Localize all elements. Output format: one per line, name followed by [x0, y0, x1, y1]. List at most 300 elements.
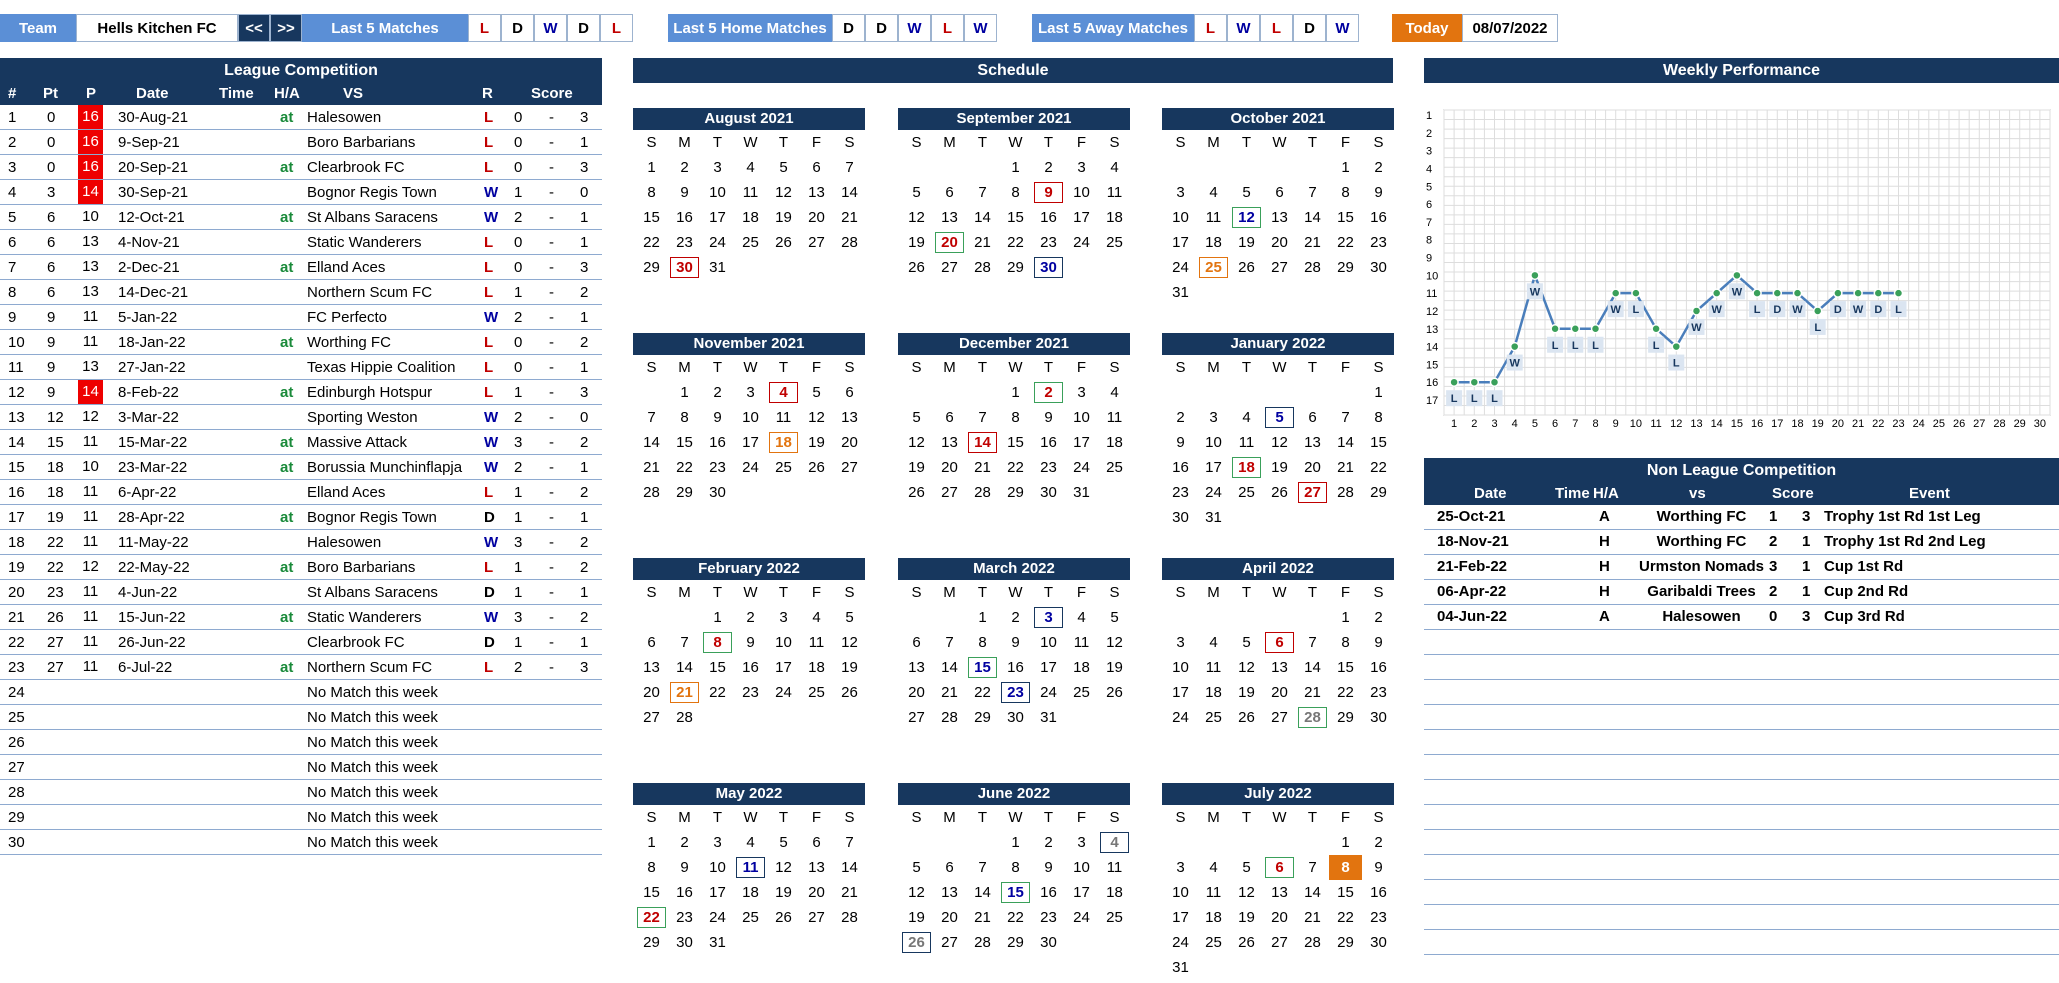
calendar-day[interactable]: 14 [676, 659, 693, 676]
calendar-day[interactable]: 24 [775, 684, 792, 701]
calendar-day[interactable]: 17 [1040, 659, 1057, 676]
calendar-day[interactable]: 19 [1238, 234, 1255, 251]
calendar-day[interactable]: 3 [713, 159, 722, 176]
calendar-day[interactable]: 6 [1263, 855, 1296, 880]
calendar-day[interactable]: 14 [974, 209, 991, 226]
calendar-day[interactable]: 21 [841, 209, 858, 226]
calendar-day[interactable]: 18 [1106, 884, 1123, 901]
calendar-day[interactable]: 11 [1205, 884, 1222, 901]
calendar-day[interactable]: 6 [945, 409, 954, 426]
calendar-day[interactable]: 28 [974, 259, 991, 276]
calendar-day[interactable]: 24 [1073, 234, 1090, 251]
calendar-day[interactable]: 16 [1040, 209, 1057, 226]
calendar-day[interactable]: 10 [1073, 859, 1090, 876]
calendar-day[interactable]: 8 [1329, 855, 1362, 880]
calendar-day[interactable]: 12 [1271, 434, 1288, 451]
calendar-day[interactable]: 8 [647, 184, 656, 201]
calendar-day[interactable]: 25 [1197, 255, 1230, 280]
calendar-day[interactable]: 11 [1205, 209, 1222, 226]
calendar-day[interactable]: 27 [908, 709, 925, 726]
calendar-day[interactable]: 15 [1370, 434, 1387, 451]
calendar-day[interactable]: 8 [647, 859, 656, 876]
calendar-day[interactable]: 4 [1110, 384, 1119, 401]
calendar-day[interactable]: 29 [1007, 259, 1024, 276]
calendar-day[interactable]: 13 [808, 859, 825, 876]
calendar-day[interactable]: 10 [1172, 659, 1189, 676]
calendar-day[interactable]: 18 [1106, 434, 1123, 451]
calendar-day[interactable]: 22 [1370, 459, 1387, 476]
calendar-day[interactable]: 28 [941, 709, 958, 726]
calendar-day[interactable]: 14 [1304, 209, 1321, 226]
calendar-day[interactable]: 10 [709, 859, 726, 876]
calendar-day[interactable]: 17 [1073, 884, 1090, 901]
calendar-day[interactable]: 8 [701, 630, 734, 655]
calendar-day[interactable]: 21 [643, 459, 660, 476]
calendar-day[interactable]: 3 [1032, 605, 1065, 630]
calendar-day[interactable]: 30 [1370, 259, 1387, 276]
calendar-day[interactable]: 1 [1341, 834, 1350, 851]
calendar-day[interactable]: 23 [1172, 484, 1189, 501]
calendar-day[interactable]: 16 [1370, 659, 1387, 676]
calendar-day[interactable]: 22 [974, 684, 991, 701]
calendar-day[interactable]: 5 [1242, 859, 1251, 876]
calendar-day[interactable]: 12 [908, 209, 925, 226]
calendar-day[interactable]: 14 [841, 859, 858, 876]
calendar-day[interactable]: 2 [713, 384, 722, 401]
calendar-day[interactable]: 27 [808, 909, 825, 926]
calendar-day[interactable]: 8 [680, 409, 689, 426]
calendar-day[interactable]: 9 [680, 859, 689, 876]
calendar-day[interactable]: 6 [912, 634, 921, 651]
calendar-day[interactable]: 11 [775, 409, 792, 426]
calendar-day[interactable]: 31 [709, 259, 726, 276]
calendar-day[interactable]: 27 [1271, 934, 1288, 951]
calendar-day[interactable]: 18 [742, 209, 759, 226]
calendar-day[interactable]: 5 [1242, 184, 1251, 201]
calendar-day[interactable]: 19 [1238, 909, 1255, 926]
calendar-day[interactable]: 4 [812, 609, 821, 626]
calendar-day[interactable]: 5 [1263, 405, 1296, 430]
calendar-day[interactable]: 21 [1304, 684, 1321, 701]
calendar-day[interactable]: 12 [1106, 634, 1123, 651]
calendar-day[interactable]: 1 [1341, 609, 1350, 626]
calendar-day[interactable]: 24 [1205, 484, 1222, 501]
calendar-day[interactable]: 27 [941, 484, 958, 501]
calendar-day[interactable]: 13 [941, 434, 958, 451]
calendar-day[interactable]: 18 [1205, 684, 1222, 701]
calendar-day[interactable]: 28 [676, 709, 693, 726]
calendar-day[interactable]: 14 [974, 884, 991, 901]
calendar-day[interactable]: 28 [974, 484, 991, 501]
calendar-day[interactable]: 23 [742, 684, 759, 701]
calendar-day[interactable]: 30 [1032, 255, 1065, 280]
calendar-day[interactable]: 27 [841, 459, 858, 476]
calendar-day[interactable]: 20 [941, 459, 958, 476]
calendar-day[interactable]: 14 [966, 430, 999, 455]
calendar-day[interactable]: 12 [1238, 659, 1255, 676]
calendar-day[interactable]: 15 [999, 880, 1032, 905]
calendar-day[interactable]: 13 [1271, 659, 1288, 676]
calendar-day[interactable]: 6 [845, 384, 854, 401]
calendar-day[interactable]: 28 [974, 934, 991, 951]
calendar-day[interactable]: 9 [1374, 184, 1383, 201]
calendar-day[interactable]: 10 [709, 184, 726, 201]
calendar-day[interactable]: 7 [945, 634, 954, 651]
calendar-day[interactable]: 29 [1007, 484, 1024, 501]
calendar-day[interactable]: 23 [1370, 234, 1387, 251]
calendar-day[interactable]: 13 [841, 409, 858, 426]
calendar-day[interactable]: 23 [1370, 909, 1387, 926]
calendar-day[interactable]: 2 [746, 609, 755, 626]
calendar-day[interactable]: 30 [1040, 484, 1057, 501]
calendar-day[interactable]: 5 [1110, 609, 1119, 626]
calendar-day[interactable]: 2 [1374, 834, 1383, 851]
calendar-day[interactable]: 8 [1341, 184, 1350, 201]
calendar-day[interactable]: 12 [775, 859, 792, 876]
calendar-day[interactable]: 20 [908, 684, 925, 701]
calendar-day[interactable]: 10 [775, 634, 792, 651]
calendar-day[interactable]: 16 [709, 434, 726, 451]
calendar-day[interactable]: 23 [1040, 234, 1057, 251]
calendar-day[interactable]: 6 [945, 184, 954, 201]
calendar-day[interactable]: 30 [709, 484, 726, 501]
calendar-day[interactable]: 29 [1007, 934, 1024, 951]
calendar-day[interactable]: 10 [1172, 884, 1189, 901]
calendar-day[interactable]: 7 [978, 859, 987, 876]
calendar-day[interactable]: 2 [1044, 834, 1053, 851]
calendar-day[interactable]: 26 [841, 684, 858, 701]
calendar-day[interactable]: 7 [1308, 184, 1317, 201]
calendar-day[interactable]: 4 [767, 380, 800, 405]
calendar-day[interactable]: 23 [1040, 459, 1057, 476]
calendar-day[interactable]: 9 [1374, 634, 1383, 651]
calendar-day[interactable]: 24 [1172, 709, 1189, 726]
calendar-day[interactable]: 26 [775, 909, 792, 926]
calendar-day[interactable]: 2 [1032, 380, 1065, 405]
calendar-day[interactable]: 8 [1011, 859, 1020, 876]
calendar-day[interactable]: 21 [974, 909, 991, 926]
calendar-day[interactable]: 18 [1230, 455, 1263, 480]
calendar-day[interactable]: 6 [945, 859, 954, 876]
calendar-day[interactable]: 18 [742, 884, 759, 901]
calendar-day[interactable]: 18 [1106, 209, 1123, 226]
calendar-day[interactable]: 17 [709, 209, 726, 226]
calendar-day[interactable]: 5 [845, 609, 854, 626]
calendar-day[interactable]: 16 [676, 209, 693, 226]
calendar-day[interactable]: 1 [680, 384, 689, 401]
calendar-day[interactable]: 17 [1172, 684, 1189, 701]
calendar-day[interactable]: 31 [709, 934, 726, 951]
calendar-day[interactable]: 26 [808, 459, 825, 476]
calendar-day[interactable]: 24 [742, 459, 759, 476]
calendar-day[interactable]: 10 [1205, 434, 1222, 451]
calendar-day[interactable]: 8 [1341, 634, 1350, 651]
calendar-day[interactable]: 6 [1308, 409, 1317, 426]
calendar-day[interactable]: 7 [1341, 409, 1350, 426]
calendar-day[interactable]: 31 [1040, 709, 1057, 726]
calendar-day[interactable]: 20 [808, 884, 825, 901]
calendar-day[interactable]: 3 [1077, 159, 1086, 176]
calendar-day[interactable]: 10 [1073, 184, 1090, 201]
calendar-day[interactable]: 19 [1238, 684, 1255, 701]
calendar-day[interactable]: 26 [1238, 934, 1255, 951]
calendar-day[interactable]: 25 [1205, 934, 1222, 951]
calendar-day[interactable]: 30 [1007, 709, 1024, 726]
calendar-day[interactable]: 23 [709, 459, 726, 476]
calendar-day[interactable]: 6 [812, 159, 821, 176]
calendar-day[interactable]: 8 [1374, 409, 1383, 426]
calendar-day[interactable]: 13 [908, 659, 925, 676]
calendar-day[interactable]: 2 [1011, 609, 1020, 626]
calendar-day[interactable]: 31 [1172, 959, 1189, 976]
calendar-day[interactable]: 25 [1106, 909, 1123, 926]
calendar-day[interactable]: 11 [1106, 859, 1123, 876]
calendar-day[interactable]: 22 [1337, 684, 1354, 701]
calendar-day[interactable]: 16 [1040, 434, 1057, 451]
calendar-day[interactable]: 23 [676, 234, 693, 251]
calendar-day[interactable]: 23 [676, 909, 693, 926]
calendar-day[interactable]: 21 [841, 884, 858, 901]
calendar-day[interactable]: 2 [1176, 409, 1185, 426]
calendar-day[interactable]: 17 [775, 659, 792, 676]
calendar-day[interactable]: 3 [1209, 409, 1218, 426]
calendar-day[interactable]: 1 [1011, 159, 1020, 176]
calendar-day[interactable]: 1 [647, 834, 656, 851]
calendar-day[interactable]: 20 [933, 230, 966, 255]
calendar-day[interactable]: 21 [1337, 459, 1354, 476]
calendar-day[interactable]: 9 [713, 409, 722, 426]
calendar-day[interactable]: 28 [841, 909, 858, 926]
calendar-day[interactable]: 18 [808, 659, 825, 676]
calendar-day[interactable]: 9 [1374, 859, 1383, 876]
calendar-day[interactable]: 5 [912, 409, 921, 426]
calendar-day[interactable]: 15 [1007, 434, 1024, 451]
calendar-day[interactable]: 14 [841, 184, 858, 201]
calendar-day[interactable]: 17 [1073, 434, 1090, 451]
calendar-day[interactable]: 23 [1040, 909, 1057, 926]
calendar-day[interactable]: 24 [709, 909, 726, 926]
calendar-day[interactable]: 25 [808, 684, 825, 701]
calendar-day[interactable]: 6 [647, 634, 656, 651]
calendar-day[interactable]: 15 [643, 884, 660, 901]
calendar-day[interactable]: 11 [1106, 409, 1123, 426]
calendar-day[interactable]: 17 [742, 434, 759, 451]
calendar-day[interactable]: 9 [1044, 409, 1053, 426]
calendar-day[interactable]: 27 [941, 259, 958, 276]
calendar-day[interactable]: 25 [1106, 234, 1123, 251]
calendar-day[interactable]: 15 [643, 209, 660, 226]
calendar-day[interactable]: 28 [1337, 484, 1354, 501]
calendar-day[interactable]: 17 [709, 884, 726, 901]
calendar-day[interactable]: 20 [1271, 684, 1288, 701]
calendar-day[interactable]: 22 [643, 234, 660, 251]
calendar-day[interactable]: 15 [1337, 209, 1354, 226]
calendar-day[interactable]: 1 [1011, 384, 1020, 401]
calendar-day[interactable]: 25 [1238, 484, 1255, 501]
calendar-day[interactable]: 15 [1337, 659, 1354, 676]
calendar-day[interactable]: 1 [1374, 384, 1383, 401]
calendar-day[interactable]: 25 [775, 459, 792, 476]
calendar-day[interactable]: 13 [1271, 209, 1288, 226]
calendar-day[interactable]: 27 [1296, 480, 1329, 505]
calendar-day[interactable]: 3 [779, 609, 788, 626]
calendar-day[interactable]: 19 [841, 659, 858, 676]
calendar-day[interactable]: 16 [1040, 884, 1057, 901]
calendar-day[interactable]: 23 [999, 680, 1032, 705]
calendar-day[interactable]: 20 [1271, 909, 1288, 926]
calendar-day[interactable]: 10 [1040, 634, 1057, 651]
calendar-day[interactable]: 13 [808, 184, 825, 201]
calendar-day[interactable]: 28 [841, 234, 858, 251]
calendar-day[interactable]: 16 [676, 884, 693, 901]
calendar-day[interactable]: 4 [746, 159, 755, 176]
calendar-day[interactable]: 12 [1238, 884, 1255, 901]
calendar-day[interactable]: 28 [1304, 934, 1321, 951]
calendar-day[interactable]: 7 [680, 634, 689, 651]
calendar-day[interactable]: 27 [643, 709, 660, 726]
calendar-day[interactable]: 4 [1209, 859, 1218, 876]
calendar-day[interactable]: 1 [647, 159, 656, 176]
calendar-day[interactable]: 12 [808, 409, 825, 426]
calendar-day[interactable]: 16 [1007, 659, 1024, 676]
calendar-day[interactable]: 29 [643, 259, 660, 276]
calendar-day[interactable]: 25 [1106, 459, 1123, 476]
calendar-day[interactable]: 8 [1011, 184, 1020, 201]
calendar-day[interactable]: 24 [709, 234, 726, 251]
calendar-day[interactable]: 7 [1308, 859, 1317, 876]
calendar-day[interactable]: 27 [941, 934, 958, 951]
calendar-day[interactable]: 21 [974, 459, 991, 476]
calendar-day[interactable]: 28 [1296, 705, 1329, 730]
calendar-day[interactable]: 26 [1271, 484, 1288, 501]
calendar-day[interactable]: 12 [775, 184, 792, 201]
calendar-day[interactable]: 1 [713, 609, 722, 626]
calendar-day[interactable]: 26 [908, 259, 925, 276]
calendar-day[interactable]: 28 [1304, 259, 1321, 276]
calendar-day[interactable]: 11 [1106, 184, 1123, 201]
calendar-day[interactable]: 29 [1337, 934, 1354, 951]
calendar-day[interactable]: 24 [1172, 259, 1189, 276]
calendar-day[interactable]: 22 [709, 684, 726, 701]
today-date[interactable]: 08/07/2022 [1462, 14, 1558, 42]
calendar-day[interactable]: 13 [941, 209, 958, 226]
calendar-day[interactable]: 15 [709, 659, 726, 676]
calendar-day[interactable]: 30 [1172, 509, 1189, 526]
calendar-day[interactable]: 18 [1073, 659, 1090, 676]
calendar-day[interactable]: 13 [941, 884, 958, 901]
calendar-day[interactable]: 5 [779, 834, 788, 851]
calendar-day[interactable]: 22 [1337, 909, 1354, 926]
calendar-day[interactable]: 28 [643, 484, 660, 501]
calendar-day[interactable]: 30 [1370, 709, 1387, 726]
calendar-day[interactable]: 20 [808, 209, 825, 226]
calendar-day[interactable]: 3 [1176, 634, 1185, 651]
calendar-day[interactable]: 3 [1077, 834, 1086, 851]
calendar-day[interactable]: 11 [734, 855, 767, 880]
calendar-day[interactable]: 19 [1106, 659, 1123, 676]
calendar-day[interactable]: 25 [1073, 684, 1090, 701]
calendar-day[interactable]: 20 [1304, 459, 1321, 476]
calendar-day[interactable]: 29 [974, 709, 991, 726]
calendar-day[interactable]: 24 [1040, 684, 1057, 701]
next-team-button[interactable]: >> [270, 14, 302, 42]
calendar-day[interactable]: 17 [1073, 209, 1090, 226]
calendar-day[interactable]: 1 [1011, 834, 1020, 851]
calendar-day[interactable]: 26 [1106, 684, 1123, 701]
calendar-day[interactable]: 7 [978, 409, 987, 426]
calendar-day[interactable]: 26 [900, 930, 933, 955]
calendar-day[interactable]: 31 [1205, 509, 1222, 526]
calendar-day[interactable]: 15 [966, 655, 999, 680]
calendar-day[interactable]: 8 [978, 634, 987, 651]
calendar-day[interactable]: 29 [1370, 484, 1387, 501]
calendar-day[interactable]: 11 [1073, 634, 1090, 651]
calendar-day[interactable]: 20 [1271, 234, 1288, 251]
calendar-day[interactable]: 18 [1205, 234, 1222, 251]
calendar-day[interactable]: 22 [1007, 459, 1024, 476]
calendar-day[interactable]: 14 [643, 434, 660, 451]
calendar-day[interactable]: 9 [1032, 180, 1065, 205]
calendar-day[interactable]: 29 [1337, 259, 1354, 276]
calendar-day[interactable]: 2 [1374, 159, 1383, 176]
calendar-day[interactable]: 30 [668, 255, 701, 280]
calendar-day[interactable]: 22 [1007, 909, 1024, 926]
calendar-day[interactable]: 27 [1271, 709, 1288, 726]
calendar-day[interactable]: 24 [1172, 934, 1189, 951]
calendar-day[interactable]: 1 [978, 609, 987, 626]
calendar-day[interactable]: 29 [1337, 709, 1354, 726]
calendar-day[interactable]: 24 [1073, 459, 1090, 476]
calendar-day[interactable]: 9 [1011, 634, 1020, 651]
calendar-day[interactable]: 2 [1044, 159, 1053, 176]
calendar-day[interactable]: 22 [1337, 234, 1354, 251]
calendar-day[interactable]: 6 [1275, 184, 1284, 201]
calendar-day[interactable]: 14 [1304, 884, 1321, 901]
calendar-day[interactable]: 17 [1172, 234, 1189, 251]
team-selector[interactable]: Hells Kitchen FC [76, 14, 238, 42]
calendar-day[interactable]: 22 [1007, 234, 1024, 251]
calendar-day[interactable]: 8 [1011, 409, 1020, 426]
calendar-day[interactable]: 21 [1304, 909, 1321, 926]
calendar-day[interactable]: 2 [680, 159, 689, 176]
calendar-day[interactable]: 25 [742, 909, 759, 926]
calendar-day[interactable]: 7 [845, 834, 854, 851]
calendar-day[interactable]: 23 [1370, 684, 1387, 701]
calendar-day[interactable]: 5 [779, 159, 788, 176]
calendar-day[interactable]: 4 [1242, 409, 1251, 426]
calendar-day[interactable]: 5 [1242, 634, 1251, 651]
calendar-day[interactable]: 3 [1077, 384, 1086, 401]
calendar-day[interactable]: 17 [1205, 459, 1222, 476]
calendar-day[interactable]: 14 [941, 659, 958, 676]
calendar-day[interactable]: 20 [643, 684, 660, 701]
calendar-day[interactable]: 7 [845, 159, 854, 176]
calendar-day[interactable]: 2 [680, 834, 689, 851]
calendar-day[interactable]: 6 [812, 834, 821, 851]
calendar-day[interactable]: 21 [941, 684, 958, 701]
calendar-day[interactable]: 10 [1073, 409, 1090, 426]
calendar-day[interactable]: 4 [1098, 830, 1131, 855]
calendar-day[interactable]: 19 [908, 234, 925, 251]
calendar-day[interactable]: 18 [1205, 909, 1222, 926]
calendar-day[interactable]: 7 [978, 184, 987, 201]
calendar-day[interactable]: 11 [1205, 659, 1222, 676]
calendar-day[interactable]: 26 [1238, 709, 1255, 726]
calendar-day[interactable]: 13 [643, 659, 660, 676]
calendar-day[interactable]: 21 [974, 234, 991, 251]
calendar-day[interactable]: 26 [908, 484, 925, 501]
calendar-day[interactable]: 3 [1176, 859, 1185, 876]
